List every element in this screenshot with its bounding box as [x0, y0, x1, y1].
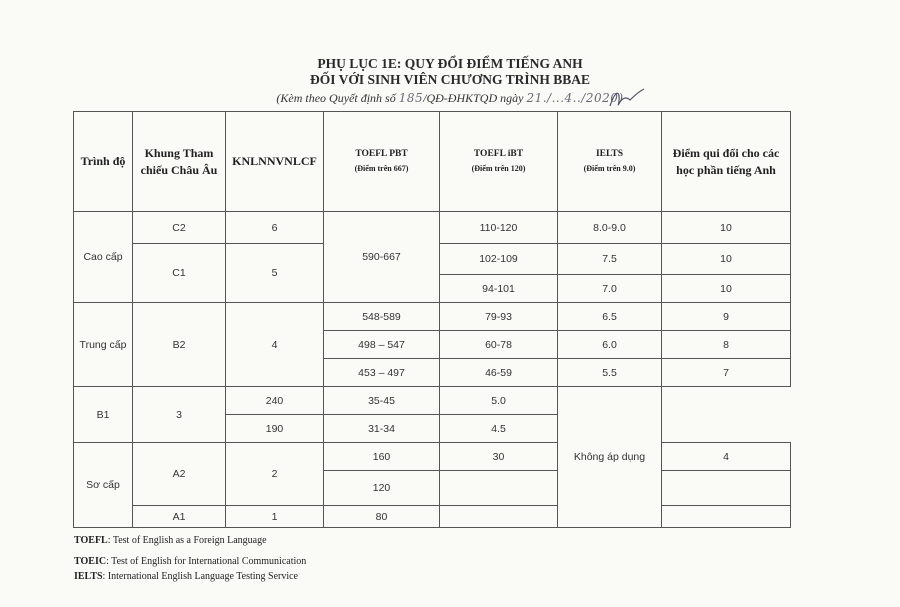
- header-ielts-sub: (Điểm trên 9.0): [583, 164, 636, 173]
- pbt-a2-2: 120: [324, 471, 440, 506]
- table-row: [74, 387, 791, 415]
- converted-not-applicable: Không áp dụng: [558, 387, 662, 528]
- header-ielts-label: IELTS: [595, 149, 624, 160]
- pbt-b2-3: 453 – 497: [324, 359, 440, 387]
- header-toefl-pbt-label: TOEFL PBT: [355, 149, 408, 160]
- ibt-r9: 30: [440, 443, 558, 471]
- ielts-r1: 8.0-9.0: [558, 212, 662, 244]
- cefr-a2: A2: [133, 443, 226, 506]
- knlnn-a2: 2: [226, 443, 324, 506]
- ielts-r2: 7.5: [558, 244, 662, 275]
- ielts-r8: 4.5: [440, 415, 558, 443]
- ielts-r7: 5.0: [440, 387, 558, 415]
- ielts-r5: 6.0: [558, 331, 662, 359]
- header-toefl-ibt: [440, 112, 558, 212]
- decision-middle: /QĐ-ĐHKTQD ngày: [423, 91, 527, 105]
- header-toefl-ibt-sub: (Điểm trên 120): [471, 164, 526, 173]
- decision-prefix: (Kèm theo Quyết định số: [276, 91, 399, 105]
- header-row: [74, 112, 791, 212]
- ielts-r4: 6.5: [558, 303, 662, 331]
- footnote-toeic: [74, 556, 306, 567]
- pbt-b1-1: 240: [226, 387, 324, 415]
- table-row: [74, 443, 791, 471]
- header-converted: Điểm qui đổi cho các học phần tiếng Anh: [662, 112, 791, 212]
- ibt-empty-2: [440, 506, 558, 528]
- header-toefl-pbt-sub: (Điểm trên 667): [354, 164, 409, 173]
- header-cefr: Khung Tham chiếu Châu Âu: [133, 112, 226, 212]
- ielts-r6: 5.5: [558, 359, 662, 387]
- ibt-r2: 102-109: [440, 244, 558, 275]
- header-toefl-pbt: [324, 112, 440, 212]
- document-title-line-2: ĐỐI VỚI SINH VIÊN CHƯƠNG TRÌNH BBAE: [309, 72, 591, 87]
- pbt-c: 590-667: [324, 212, 440, 303]
- table-row: [74, 506, 791, 528]
- footnote-abbr: IELTS: [74, 571, 103, 582]
- converted-r1: 10: [662, 212, 791, 244]
- footnote-text: : International English Language Testing Service: [102, 571, 298, 582]
- footnote-text: : Test of English as a Foreign Language: [107, 535, 267, 546]
- converted-r2: 10: [662, 244, 791, 275]
- ibt-empty-1: [440, 471, 558, 506]
- ibt-r8: 31-34: [324, 415, 440, 443]
- footnote-text: : Test of English for International Communication: [106, 556, 307, 567]
- ielts-r9: 4: [662, 443, 791, 471]
- decision-reference: [0, 91, 900, 106]
- header-knlnn: KNLNNVNLCF: [226, 112, 324, 212]
- ielts-empty-2: [662, 506, 791, 528]
- pbt-a2-1: 160: [324, 443, 440, 471]
- document-title-line-1: PHỤ LỤC 1E: QUY ĐỔI ĐIỂM TIẾNG ANH: [317, 56, 583, 71]
- header-ielts: [558, 112, 662, 212]
- pbt-a1: 80: [324, 506, 440, 528]
- cefr-a1: A1: [133, 506, 226, 528]
- ibt-r4: 79-93: [440, 303, 558, 331]
- cefr-b2: B2: [133, 303, 226, 387]
- footnote-abbr: TOEIC: [74, 556, 107, 567]
- pbt-b1-2: 190: [226, 415, 324, 443]
- level-intermediate: Trung cấp: [74, 303, 133, 387]
- pbt-b2-1: 548-589: [324, 303, 440, 331]
- ibt-r3: 94-101: [440, 275, 558, 303]
- ibt-r5: 60-78: [440, 331, 558, 359]
- score-conversion-table: [73, 111, 791, 528]
- signature-mark: [606, 86, 646, 112]
- footnote-ielts: [74, 571, 298, 582]
- footnote-toefl: [74, 535, 267, 546]
- converted-r4: 9: [662, 303, 791, 331]
- converted-r6: 7: [662, 359, 791, 387]
- ibt-r6: 46-59: [440, 359, 558, 387]
- ielts-empty-1: [662, 471, 791, 506]
- ielts-r3: 7.0: [558, 275, 662, 303]
- knlnn-b1: 3: [133, 387, 226, 443]
- table-row: [74, 303, 791, 331]
- ibt-r1: 110-120: [440, 212, 558, 244]
- converted-r3: 10: [662, 275, 791, 303]
- level-elementary: Sơ cấp: [74, 443, 133, 528]
- knlnn-a1: 1: [226, 506, 324, 528]
- pbt-b2-2: 498 – 547: [324, 331, 440, 359]
- footnote-abbr: TOEFL: [74, 535, 108, 546]
- cefr-b1: B1: [74, 387, 133, 443]
- cefr-c1: C1: [133, 244, 226, 303]
- knlnn-c2: 6: [226, 212, 324, 244]
- ibt-r7: 35-45: [324, 387, 440, 415]
- converted-r5: 8: [662, 331, 791, 359]
- knlnn-c1: 5: [226, 244, 324, 303]
- header-level: Trình độ: [74, 112, 133, 212]
- decision-number: 185: [398, 91, 424, 105]
- knlnn-b2: 4: [226, 303, 324, 387]
- level-advanced: Cao cấp: [74, 212, 133, 303]
- table-row: [74, 212, 791, 244]
- cefr-c2: C2: [133, 212, 226, 244]
- header-toefl-ibt-label: TOEFL iBT: [473, 149, 524, 160]
- decision-date: 21./...4../2020): [526, 91, 624, 105]
